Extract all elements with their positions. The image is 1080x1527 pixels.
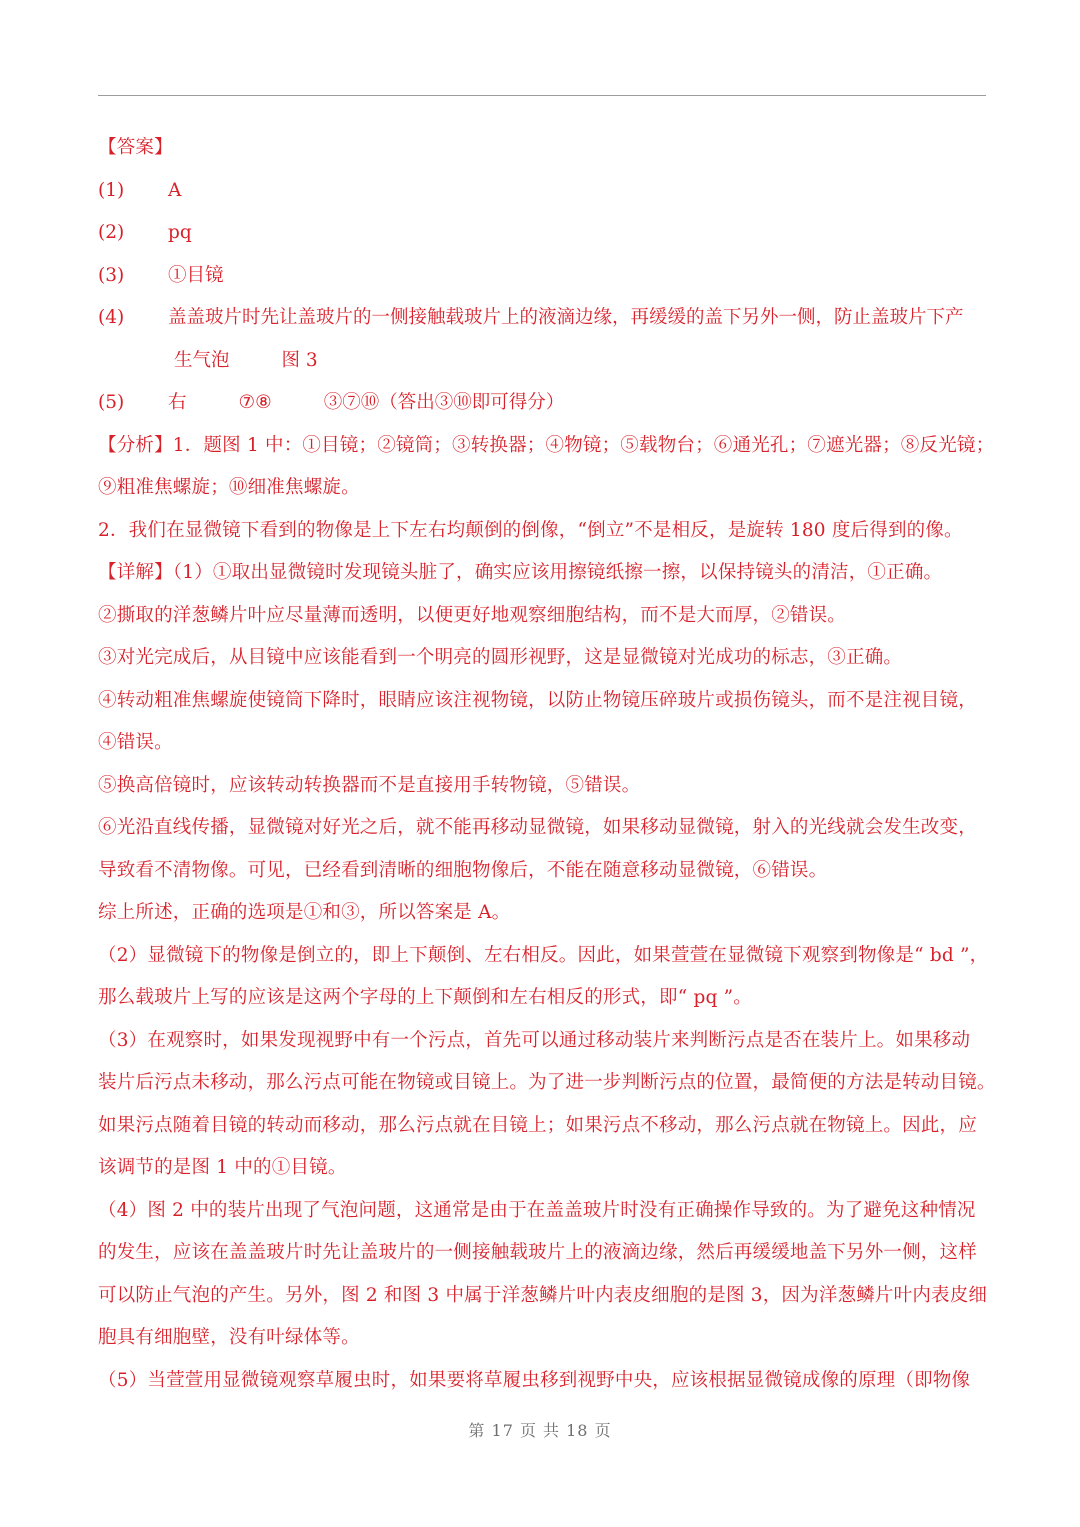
body-line: ③对光完成后，从目镜中应该能看到一个明亮的圆形视野，这是显微镜对光成功的标志，③正确。	[98, 647, 903, 668]
body-line: （3）在观察时，如果发现视野中有一个污点，首先可以通过移动装片来判断污点是否在装片上。如果移动	[98, 1029, 971, 1051]
body-line: ④转动粗准焦螺旋使镜筒下降时，眼睛应该注视物镜，以防止物镜压碎玻片或损伤镜头，而不是注视目镜，	[98, 689, 977, 711]
body-line: 那么载玻片上写的应该是这两个字母的上下颠倒和左右相反的形式，即“ pq ”。	[98, 987, 752, 1008]
body-line: （4）图 2 中的装片出现了气泡问题，这通常是由于在盖盖玻片时没有正确操作导致的。为了避免这种情况	[98, 1199, 976, 1221]
answer-item-4	[98, 297, 993, 340]
body-line: ⑨粗准焦螺旋；⑩细准焦螺旋。	[98, 477, 360, 498]
body-line: （2）显微镜下的物像是倒立的，即上下颠倒、左右相反。因此，如果萱萱在显微镜下观察到物像是“ bd ”，	[98, 944, 989, 966]
body-line: 该调节的是图 1 中的①目镜。	[98, 1157, 347, 1178]
answer-text: 盖盖玻片时先让盖玻片的一侧接触载玻片上的液滴边缘，再缓缓的盖下另外一侧，防止盖玻片下产	[168, 307, 964, 328]
answer-item-5	[98, 382, 993, 425]
answer-item-3	[98, 255, 993, 298]
body-line: 【分析】1．题图 1 中：①目镜；②镜筒；③转换器；④物镜；⑤载物台；⑥通光孔；⑦遮光器；⑧反光镜；	[98, 434, 995, 456]
body-line: ②撕取的洋葱鳞片叶应尽量薄而透明，以便更好地观察细胞结构，而不是大而厚，②错误。	[98, 604, 847, 626]
answer-text: A	[168, 179, 182, 201]
body-line: 综上所述，正确的选项是①和③，所以答案是 A。	[98, 902, 511, 923]
body-line: 胞具有细胞壁，没有叶绿体等。	[98, 1327, 360, 1348]
answer-item-4-continued	[98, 340, 993, 383]
answer-4-cont-a: 生气泡	[174, 349, 230, 371]
body-line: 的发生，应该在盖盖玻片时先让盖玻片的一侧接触载玻片上的液滴边缘，然后再缓缓地盖下另外一侧，这样	[98, 1242, 977, 1263]
answer-number: (3)	[98, 264, 125, 286]
body-line: 【详解】（1）①取出显微镜时发现镜头脏了，确实应该用擦镜纸擦一擦，以保持镜头的清洁，①正确。	[98, 562, 943, 583]
body-line: 2．我们在显微镜下看到的物像是上下左右均颠倒的倒像，“倒立”不是相反，是旋转 180 度后得到的像。	[98, 519, 963, 541]
answer-text	[168, 382, 564, 425]
answer-number: (5)	[98, 392, 125, 413]
answer-number: (4)	[98, 307, 125, 328]
answer-header: 【答案】	[98, 137, 173, 158]
body-line: 导致看不清物像。可见，已经看到清晰的细胞物像后，不能在随意移动显微镜，⑥错误。	[98, 859, 828, 881]
answer-number: (1)	[98, 179, 125, 201]
answer-content	[98, 127, 996, 1402]
body-line: ⑤换高倍镜时，应该转动转换器而不是直接用手转物镜，⑤错误。	[98, 774, 641, 796]
body-line: 如果污点随着目镜的转动而移动，那么污点就在目镜上；如果污点不移动，那么污点就在物镜上。因此，应	[98, 1114, 977, 1136]
body-line: ⑥光沿直线传播，显微镜对好光之后，就不能再移动显微镜，如果移动显微镜，射入的光线就会发生改变，	[98, 817, 977, 838]
answer-number: (2)	[98, 222, 125, 243]
body-line: ④错误。	[98, 732, 173, 753]
header-rule	[98, 95, 986, 96]
answer-item-1	[98, 170, 993, 213]
body-line: 装片后污点未移动，那么污点可能在物镜或目镜上。为了进一步判断污点的位置，最简便的方法是转动目镜。	[98, 1072, 996, 1093]
body-line: 可以防止气泡的产生。另外，图 2 和图 3 中属于洋葱鳞片叶内表皮细胞的是图 3，因为洋葱鳞片叶内表皮细	[98, 1284, 988, 1306]
answer-text: pq	[168, 222, 192, 243]
answer-item-2	[98, 212, 993, 255]
answer-5-part-2: ⑦⑧	[238, 392, 272, 413]
answer-5-part-3: ③⑦⑩（答出③⑩即可得分）	[323, 392, 565, 413]
body-line: （5）当萱萱用显微镜观察草履虫时，如果要将草履虫移到视野中央，应该根据显微镜成像的原理（即物像	[98, 1369, 971, 1391]
answer-5-part-1: 右	[168, 392, 187, 413]
answer-text: ①目镜	[168, 264, 224, 286]
answer-4-cont-b: 图 3	[281, 349, 318, 371]
answer-text-continued	[174, 340, 318, 383]
page-footer: 第 17 页 共 18 页	[468, 1421, 612, 1440]
